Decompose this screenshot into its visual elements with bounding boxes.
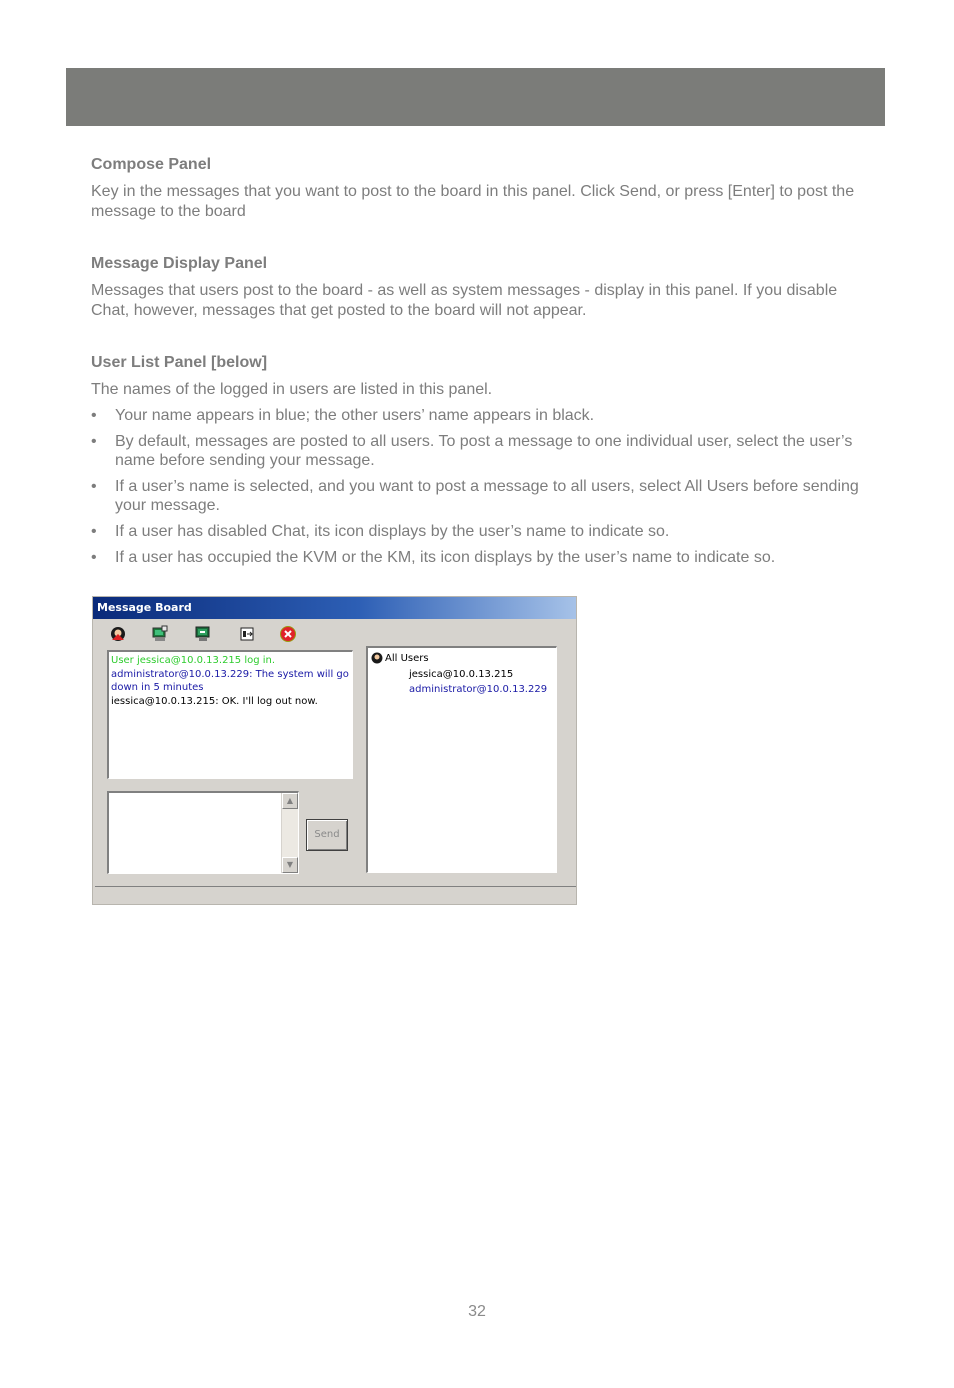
compose-panel-text: Key in the messages that you want to post to the board in this panel. Click Send, or press [Enter] to post the message to the board [91,183,855,220]
message-line: administrator@10.0.13.229: The system will go down in 5 minutes [111,668,349,693]
bullet: • [91,523,97,540]
user-list-panel-text: The names of the logged in users are listed in this panel. [91,381,493,398]
list-item: • If a user has disabled Chat, its icon displays by the user’s name to indicate so. [91,523,670,540]
page-number: 32 [468,1303,486,1320]
list-item: • By default, messages are posted to all users. To post a message to one individual user, select the user’s name before sending your message. [91,433,853,469]
km-occupy-icon[interactable] [194,625,212,643]
user-item[interactable]: jessica@10.0.13.215 [409,669,514,680]
scroll-down-arrow-icon[interactable]: ▼ [282,857,298,873]
kvm-occupy-icon[interactable] [151,625,169,643]
list-item: • If a user’s name is selected, and you want to post a message to all users, select All Users before sending your message. [91,478,859,514]
message-line: iessica@10.0.13.215: OK. I'll log out now. [111,695,318,707]
user-item[interactable]: administrator@10.0.13.229 [409,684,548,695]
share-icon[interactable] [238,625,256,643]
compose-input[interactable] [107,791,299,874]
list-item: • Your name appears in blue; the other users’ name appears in black. [91,407,595,424]
bullet: • [91,407,97,424]
bullet: • [91,549,97,566]
all-users-label: All Users [385,652,429,664]
status-bar [95,886,576,904]
chat-disable-icon[interactable] [109,625,127,643]
bullet-list [91,406,866,567]
header-bar [66,68,885,126]
content [91,155,866,574]
message-display-panel-heading: Message Display Panel [91,255,268,272]
list-item: • If a user has occupied the KVM or the KM, its icon displays by the user’s name to indicate so. [91,549,776,566]
send-button[interactable]: Send [306,819,348,851]
message-display-panel[interactable] [107,650,353,779]
scroll-up-arrow-icon[interactable]: ▲ [282,793,298,809]
compose-panel-heading: Compose Panel [91,156,212,173]
message-line: User jessica@10.0.13.215 log in. [111,655,276,666]
bullet: • [91,478,97,495]
bullet: • [91,433,97,450]
user-list-panel[interactable] [366,646,557,873]
message-board-window [92,596,577,905]
message-display-panel-text: Messages that users post to the board - as well as system messages - display in this panel. If you disable Chat, however, messages that get posted to the board will not appear. [91,282,838,319]
compose-scrollbar[interactable] [281,793,298,873]
window-title: Message Board [93,597,576,619]
all-users-row[interactable] [371,651,553,665]
exit-icon[interactable] [279,625,297,643]
user-icon [371,652,383,664]
user-list-panel-heading: User List Panel [below] [91,354,268,371]
